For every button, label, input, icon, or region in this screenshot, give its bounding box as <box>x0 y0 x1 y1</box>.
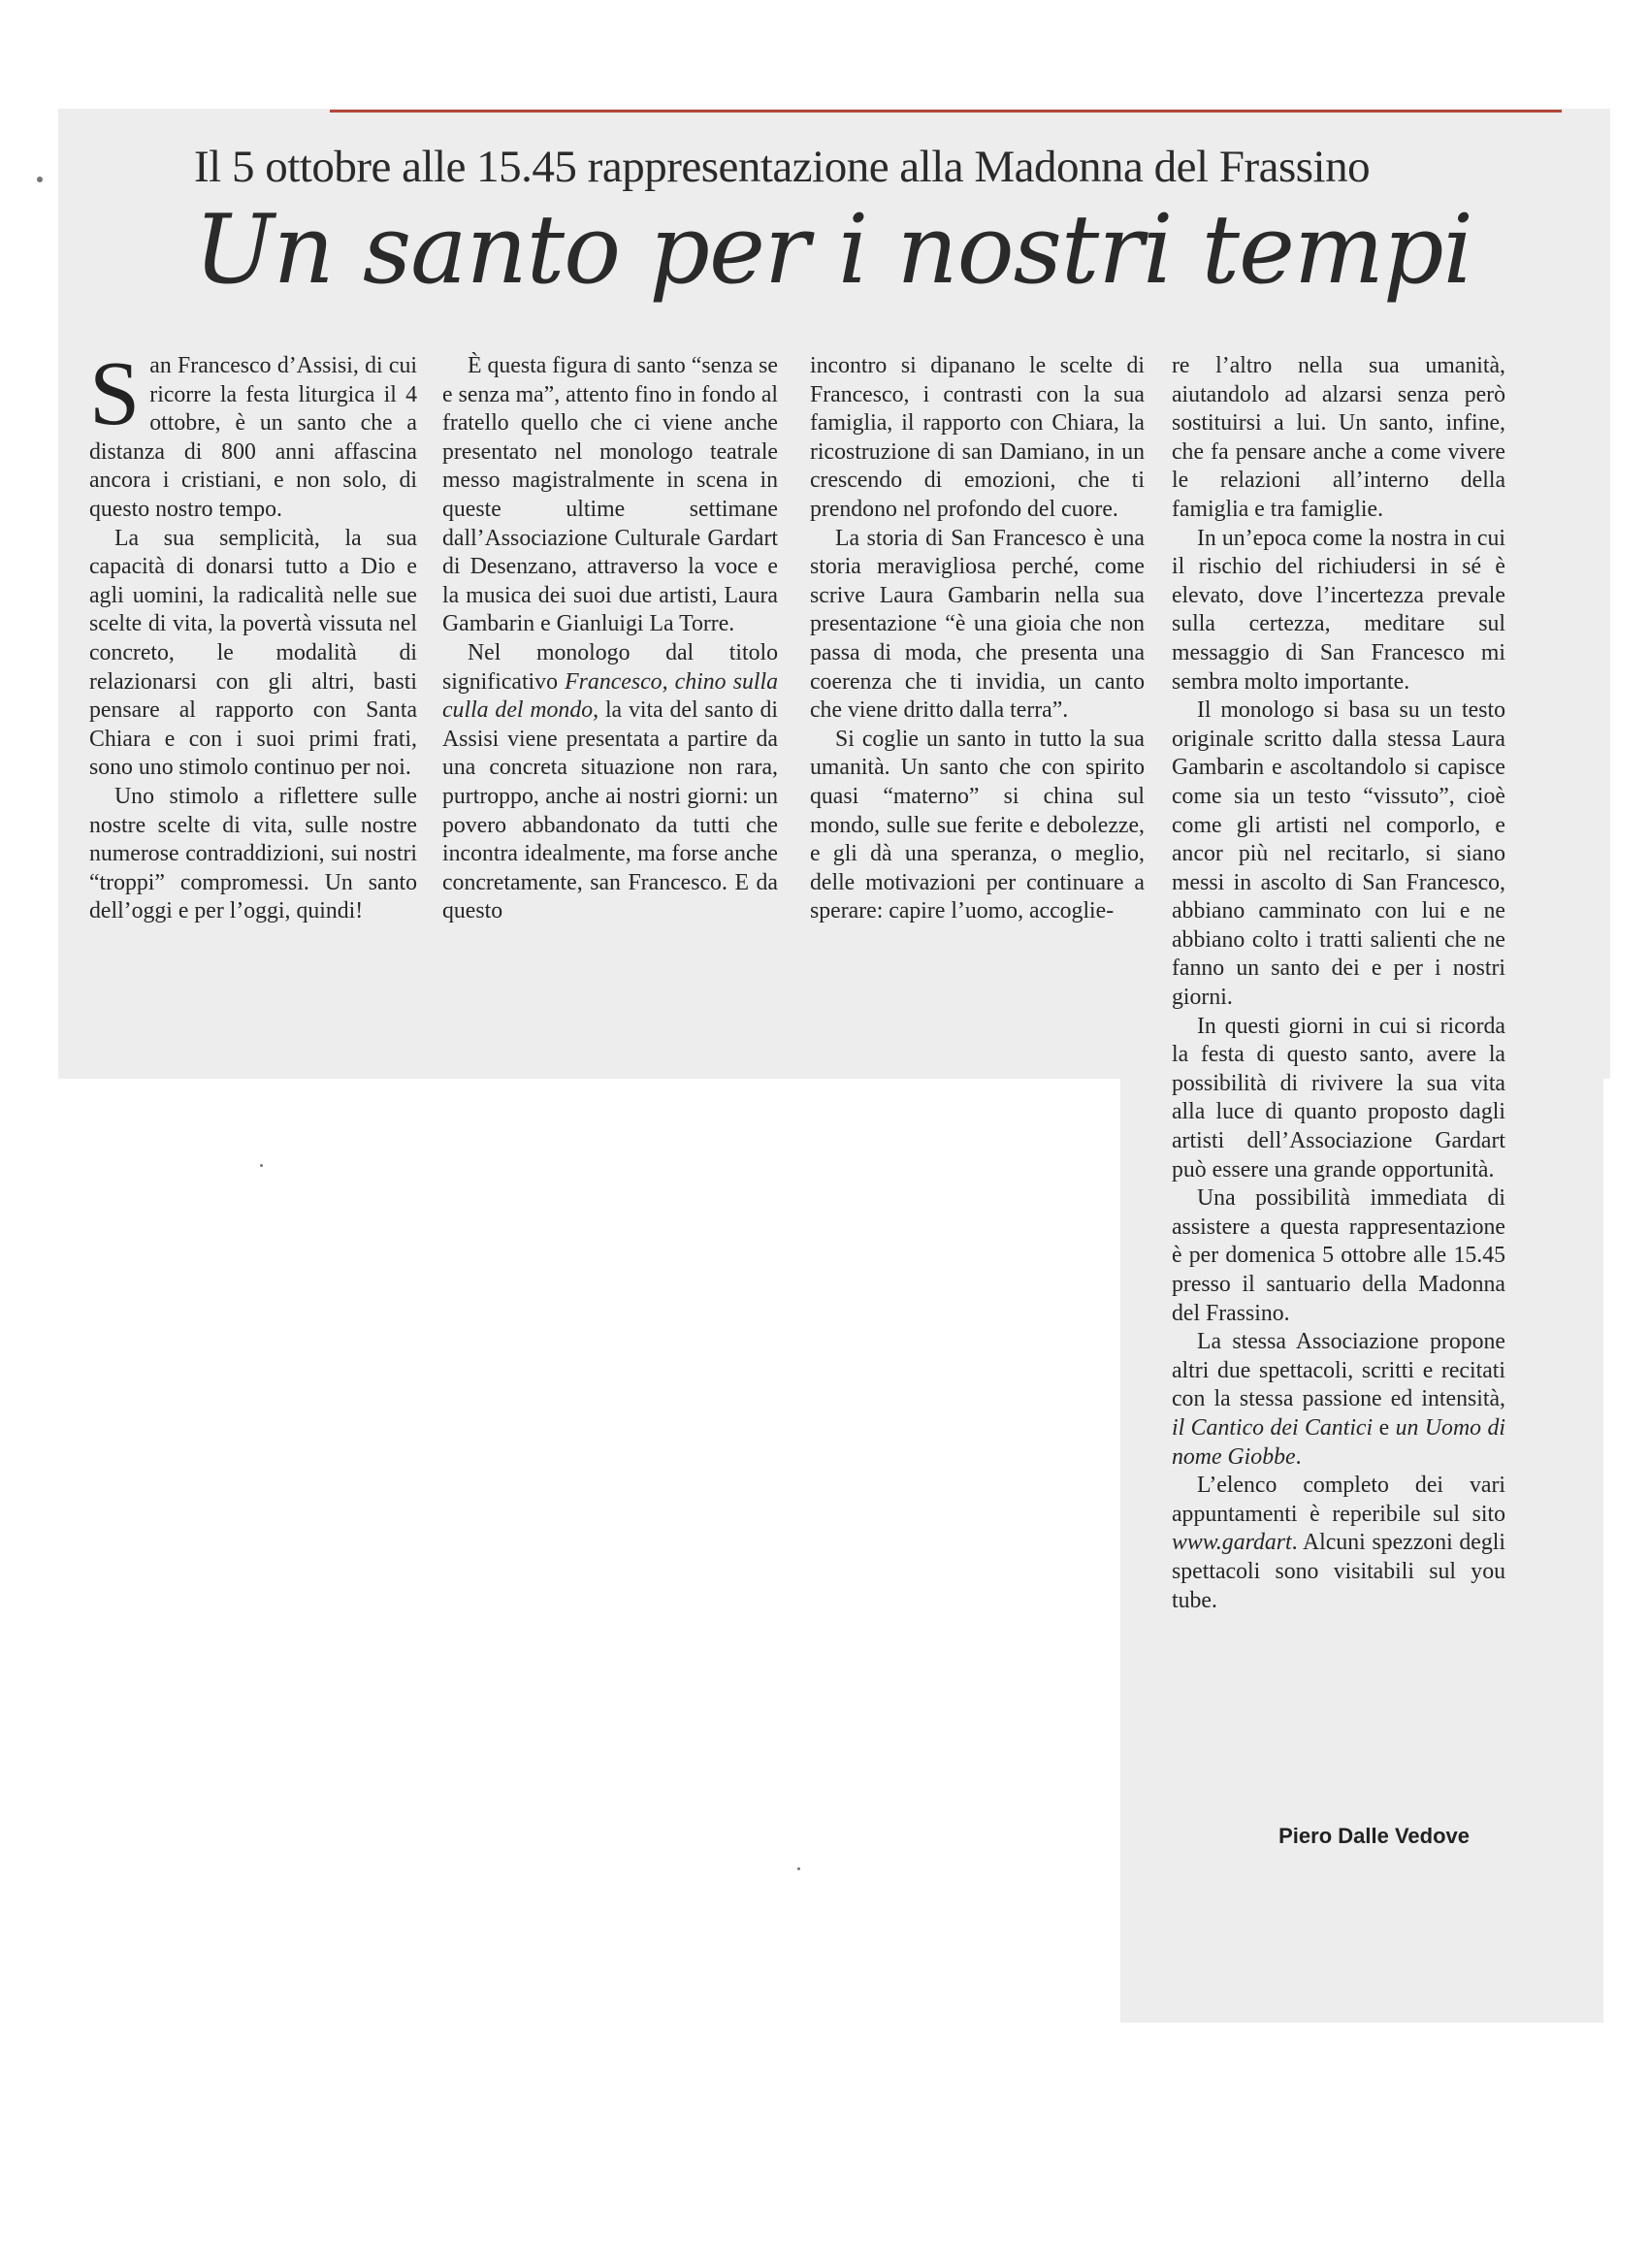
paragraph-text: L’elenco completo dei vari appuntamenti è reperibile sul sito <box>1172 1473 1505 1527</box>
paragraph <box>442 639 778 926</box>
paragraph: La sua semplicità, la sua capacità di donarsi tutto a Dio e agli uomini, la radicalità nelle sue scelte di vita, la povertà vissuta nel concreto, le modalità di relazionarsi con gli altri, basti pensare al rapporto con Santa Chiara e con i suoi primi frati, sono uno stimolo continuo per noi. <box>89 525 417 781</box>
column-1 <box>89 343 417 926</box>
paragraph: Una possibilità immediata di assistere a questa rappresentazione è per domenica 5 ottobre alle 15.45 presso il santuario della Madonna del Frassino. <box>1172 1185 1505 1326</box>
monologue-title: Francesco, chino sulla culla del mondo, <box>442 668 778 724</box>
paragraph: re l’altro nella sua umanità, aiutandolo ad alzarsi senza però sostituirsi a lui. Un santo, infine, che fa pensare anche a come vivere le relazioni all’interno della famiglia e tra famiglie. <box>1172 353 1505 522</box>
paragraph <box>1172 1472 1505 1615</box>
paragraph-text: . Alcuni spezzoni degli spettacoli sono visitabili sul you tube. <box>1172 1530 1505 1613</box>
paragraph: In un’epoca come la nostra in cui il rischio del richiudersi in sé è elevato, dove l’incertezza prevale sulla certezza, meditare sul messaggio di San Francesco mi sembra molto importante. <box>1172 525 1505 695</box>
paragraph-text: la vita del santo di Assisi viene presentata a partire da una concreta situazione non rara, purtroppo, anche ai nostri giorni: un povero abbandonato da tutti che incontra idealmente, ma forse anche concretamente, san Francesco. E da questo <box>442 697 779 924</box>
paragraph-text: Nel monologo dal titolo significativo <box>442 639 778 695</box>
website-link: www.gardart <box>1172 1530 1292 1556</box>
top-rule <box>330 110 1562 113</box>
paragraph-text: La stessa Associazione propone altri due spettacoli, scritti e recitati con la stessa passione ed intensità, <box>1172 1329 1505 1412</box>
paragraph: La storia di San Francesco è una storia meravigliosa perché, come scrive Laura Gambarin nella sua presentazione “è una gioia che non passa di moda, che presenta una coerenza che ti invidia, un canto che viene dritto dalla terra”. <box>810 525 1145 724</box>
speck <box>797 1867 800 1870</box>
show-title: un Uomo di nome Giobbe <box>1172 1414 1506 1470</box>
paragraph: Uno stimolo a riflettere sulle nostre scelte di vita, sulle nostre numerose contraddizioni, sui nostri “troppi” compromessi. Un santo dell’oggi e per l’oggi, quindi! <box>89 783 417 924</box>
paragraph-text: an Francesco d’Assisi, di cui ricorre la festa liturgica il 4 ottobre, è un santo che a distanza di 800 anni affascina ancora i cristiani, e non solo, di questo nostro tempo. <box>89 353 417 522</box>
paragraph: Si coglie un santo in tutto la sua umanità. Un santo che con spirito quasi “materno” si china sul mondo, sulle sue ferite e debolezze, e gli dà una speranza, o meglio, delle motivazioni per continuare a sperare: capire l’uomo, accoglie- <box>810 726 1145 924</box>
headline: Un santo per i nostri tempi <box>194 195 1472 306</box>
paragraph: È questa figura di santo “senza se e senza ma”, attento fino in fondo al fratello quello che ci viene anche presentato nel monologo teatrale messo magistralmente in scena in queste ultime settimane dall’Associazione Culturale Gardart di Desenzano, attraverso la voce e la musica dei suoi due artisti, Laura Gambarin e Gianluigi La Torre. <box>442 353 778 637</box>
speck <box>260 1164 263 1167</box>
paragraph-text: e <box>1373 1414 1396 1441</box>
paragraph <box>89 343 417 525</box>
author-signature: Piero Dalle Vedove <box>1278 1824 1470 1848</box>
column-4 <box>1172 352 1505 1615</box>
paragraph: incontro si dipanano le scelte di Francesco, i contrasti con la sua famiglia, il rapporto con Chiara, la ricostruzione di san Damiano, in un crescendo di emozioni, che ti prendono nel profondo del cuore. <box>810 353 1145 522</box>
column-3 <box>810 352 1145 926</box>
paragraph <box>1172 1328 1505 1472</box>
drop-cap: S <box>89 343 141 444</box>
paragraph-text: . <box>1295 1443 1302 1470</box>
paragraph: In questi giorni in cui si ricorda la festa di questo santo, avere la possibilità di rivivere la sua vita alla luce di quanto proposto dagli artisti dell’Associazione Gardart può essere una grande opportunità. <box>1172 1013 1505 1183</box>
kicker: Il 5 ottobre alle 15.45 rappresentazione alla Madonna del Frassino <box>194 142 1371 192</box>
speck <box>37 177 43 182</box>
show-title: il Cantico dei Cantici <box>1172 1414 1374 1441</box>
column-2 <box>442 352 778 926</box>
paragraph: Il monologo si basa su un testo originale scritto dalla stessa Laura Gambarin e ascoltandolo si capisce come sia un testo “vissuto”, cioè come gli artisti nel comporlo, e ancor più nel recitarlo, si siano messi in ascolto di San Francesco, abbiano camminato con lui e ne abbiano colto i tratti salienti che ne fanno un santo dei e per i nostri giorni. <box>1172 697 1505 1011</box>
